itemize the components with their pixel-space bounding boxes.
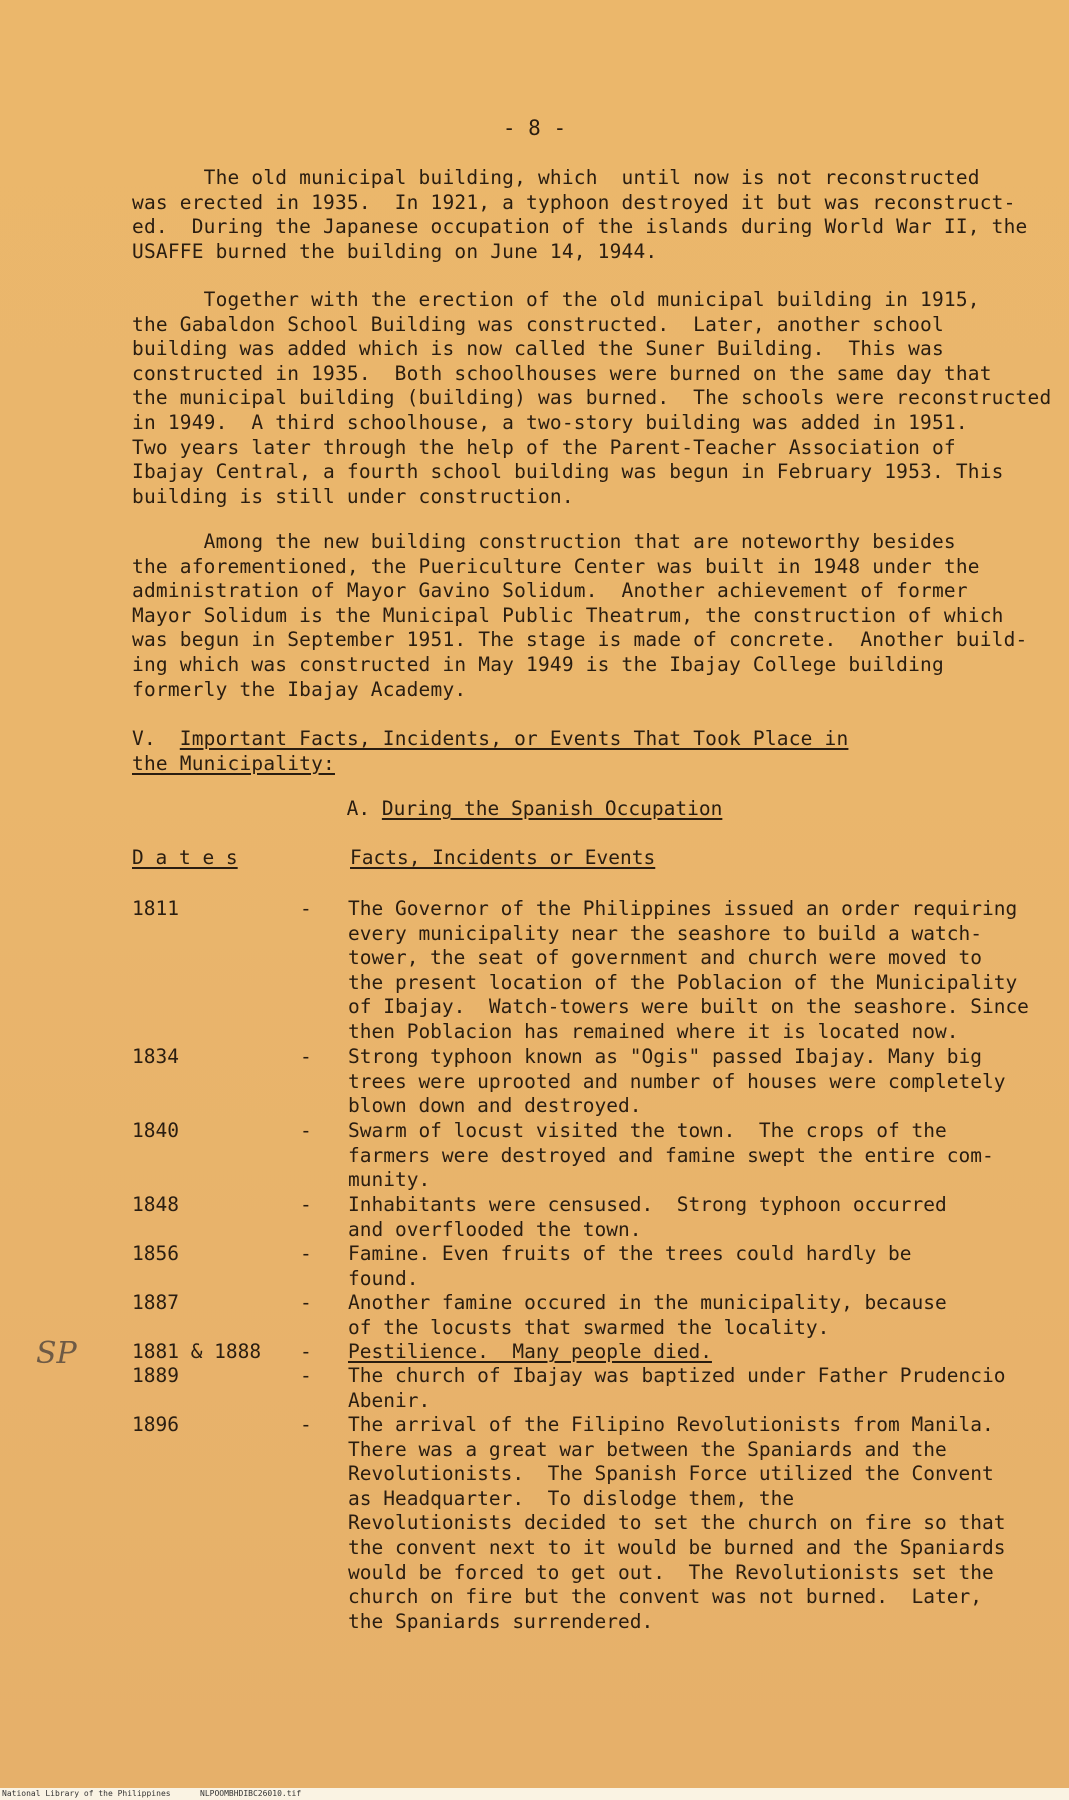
page-number: - 8 - — [502, 116, 567, 140]
section-number: V. — [132, 727, 156, 750]
event-text: Inhabitants were censused. Strong typhoon occurred and overflooded the town. — [348, 1193, 947, 1241]
event-text: Famine. Even fruits of the trees could hardly be found. — [348, 1242, 912, 1290]
event-dash: - — [300, 1364, 312, 1387]
event-dash: - — [300, 1242, 312, 1265]
event-date: 1834 — [132, 1045, 179, 1068]
subsection-heading — [0, 797, 1069, 820]
subsection-title: During the Spanish Occupation — [381, 797, 723, 820]
event-dash: - — [300, 1045, 312, 1068]
event-date: 1840 — [132, 1119, 179, 1142]
event-text: Strong typhoon known as "Ogis" passed Ibajay. Many big trees were uprooted and number of houses were completely blown down and destroyed. — [348, 1045, 1006, 1118]
event-text: The church of Ibajay was baptized under Father Prudencio Abenir. — [348, 1364, 1006, 1412]
event-text: Another famine occured in the municipality, because of the locusts that swarmed the locality. — [348, 1291, 947, 1339]
section-heading — [132, 727, 1032, 776]
section-title: Important Facts, Incidents, or Events That Took Place in — [179, 727, 849, 750]
footer-library-name: National Library of the Philippines — [2, 1789, 171, 1798]
event-dash: - — [300, 1340, 312, 1363]
scan-footer — [0, 1788, 1069, 1800]
section-title-continued: the Municipality: — [132, 751, 335, 775]
column-header-facts: Facts, Incidents or Events — [350, 846, 656, 869]
event-date: 1889 — [132, 1364, 179, 1387]
event-text: The Governor of the Philippines issued an order requiring every municipality near the seashore to build a watch- tower, the seat of government and church were moved to the present location of the Poblacion of the Municipality of Ibajay. Watch-towers were built on the seashore. Since then Poblacion has remained where it is located now. — [348, 897, 1029, 1043]
subsection-number: A. — [346, 797, 371, 820]
event-date: 1856 — [132, 1242, 179, 1265]
footer-file-name: NLPOOMBHDIBC26010.tif — [200, 1789, 302, 1798]
event-date: 1848 — [132, 1193, 179, 1216]
event-dash: - — [300, 1291, 312, 1314]
event-date: 1887 — [132, 1291, 179, 1314]
event-dash: - — [300, 1193, 312, 1216]
event-text: The arrival of the Filipino Revolutionists from Manila. There was a great war between the Spaniards and the Revolutionists. The Spanish Force utilized the Convent as Headquarter. To dislodge them, the Revolutionists decided to set the church on fire so that the convent next to it would be burned and the Spaniards would be forced to get out. The Revolutionists set the church on fire but the convent was not burned. Later, the Spaniards surrendered. — [348, 1413, 1006, 1633]
paragraph-new-construction: Among the new building construction that are noteworthy besides the aforementioned, the Puericulture Center was built in 1948 under the administration of Mayor Gavino Solidum. Another achievement of former Mayor Solidum is the Municipal Public Theatrum, the construction of which was begun in September 1951. The stage is made of concrete. Another build- ing which was constructed in May 1949 is the Ibajay College building formerly the Ibajay Academy. — [132, 530, 1028, 701]
column-header-dates: D a t e s — [132, 846, 238, 869]
handwritten-margin-note: SP — [36, 1336, 77, 1371]
paragraph-municipal-building: The old municipal building, which until now is not reconstructed was erected in 1935. In 1921, a typhoon destroyed it but was reconstruct- ed. During the Japanese occupation of the islands during World War II, the USAFFE burned the building on June 14, 1944. — [132, 166, 1028, 263]
event-date: 1896 — [132, 1413, 179, 1436]
event-text: Swarm of locust visited the town. The crops of the farmers were destroyed and famine swept the entire com- munity. — [348, 1119, 994, 1192]
event-dash: - — [300, 1119, 312, 1142]
event-dash: - — [300, 1413, 312, 1436]
paragraph-school-buildings: Together with the erection of the old municipal building in 1915, the Gabaldon School Building was constructed. Later, another school building was added which is now called the Suner Building. This was constructed in 1935. Both schoolhouses were burned on the same day that the municipal building (building) was burned. The schools were reconstructed in 1949. A third schoolhouse, a two-story building was added in 1951. Two years later through the help of the Parent-Teacher Association of Ibajay Central, a fourth school building was begun in February 1953. This building is still under construction. — [132, 288, 1052, 508]
event-text: Pestilience. Many people died. — [348, 1340, 712, 1363]
event-date: 1881 & 1888 — [132, 1340, 262, 1363]
event-date: 1811 — [132, 897, 179, 920]
event-dash: - — [300, 897, 312, 920]
